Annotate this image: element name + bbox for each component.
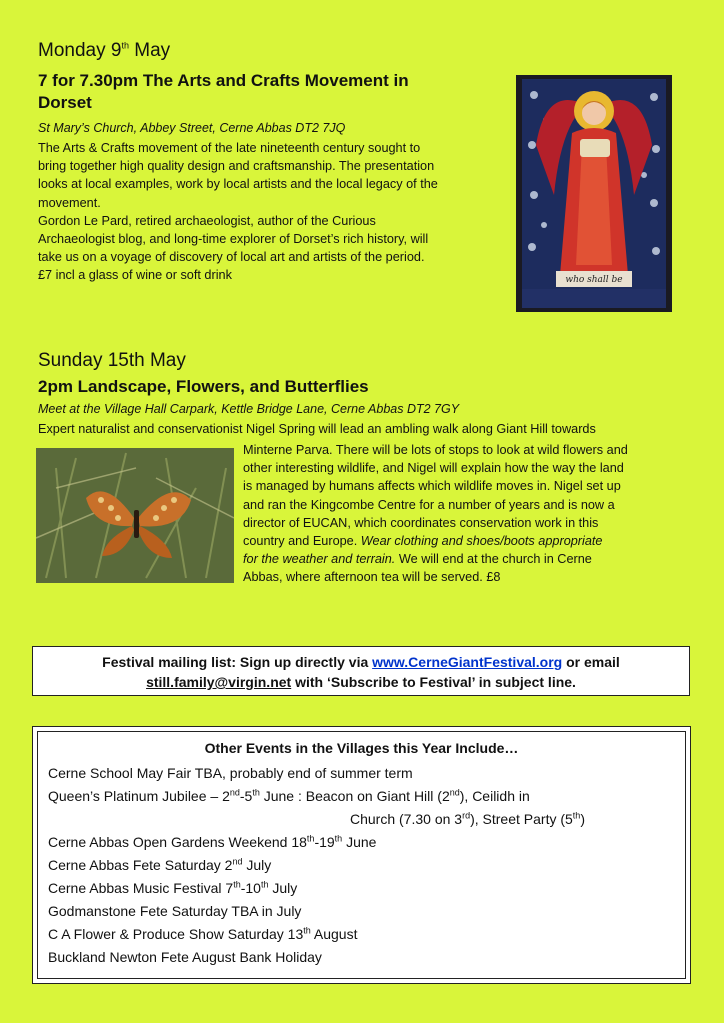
event1-description: The Arts & Crafts movement of the late nineteenth century sought to bring together high quality design and craftsmanship. The presentation looks at local examples, work by local artists and the local legacy of the movement. Gordon Le Pard, retired archaeologist, author of the Curious Archaeologist blog, and long-time explorer of Dorset’s rich history, will take us on a voyage of discovery of local art and artists of the period. £7 incl a glass of wine or soft drink: [38, 141, 438, 283]
other-events-list: [48, 762, 677, 969]
stained-glass-angel-image: [516, 75, 672, 312]
event1-title: 7 for 7.30pm The Arts and Crafts Movement in Dorset: [38, 71, 409, 112]
list-item: Queen’s Platinum Jubilee – 2nd-5th June : Beacon on Giant Hill (2nd), Ceilidh in: [48, 787, 530, 804]
list-item: Church (7.30 on 3rd), Street Party (5th): [350, 810, 585, 827]
event2-venue: Meet at the Village Hall Carpark, Kettle Bridge Lane, Cerne Abbas DT2 7GY: [38, 402, 460, 416]
event2-date: Sunday 15th May: [38, 350, 186, 371]
festival-email-link[interactable]: still.family@virgin.net: [146, 674, 292, 690]
list-item: Godmanstone Fete Saturday TBA in July: [48, 903, 302, 919]
window-scroll-text: who shall be: [565, 275, 623, 285]
event1-date: Monday 9th May: [38, 40, 171, 61]
list-item: Buckland Newton Fete August Bank Holiday: [48, 949, 322, 965]
list-item: Cerne Abbas Music Festival 7th-10th July: [48, 879, 298, 896]
list-item: Cerne Abbas Fete Saturday 2nd July: [48, 856, 272, 873]
festival-website-link[interactable]: www.CerneGiantFestival.org: [372, 654, 563, 670]
other-events-box: [32, 726, 691, 984]
list-item: Cerne Abbas Open Gardens Weekend 18th-19th June: [48, 833, 377, 850]
butterfly-photo: [36, 448, 234, 583]
event2-description: Minterne Parva. There will be lots of stops to look at wild flowers and other interesting wildlife, and Nigel will explain how the way the land is managed by humans affects which wildlife moves in. Nigel set up and ran the Kingcombe Centre for a number of years and is now a director of EUCAN, which coordinates conservation work in this country and Europe. Wear clothing and shoes/boots appropriate for the weather and terrain. We will end at the church in Cerne Abbas, where afternoon tea will be served. £8: [243, 443, 628, 585]
list-item: Cerne School May Fair TBA, probably end of summer term: [48, 765, 413, 781]
list-item: C A Flower & Produce Show Saturday 13th August: [48, 925, 358, 942]
event2-description-line1: Expert naturalist and conservationist Nigel Spring will lead an ambling walk along Giant Hill towards: [38, 422, 596, 436]
mailing-list-box: Festival mailing list: Sign up directly via www.CerneGiantFestival.org or email still.family@virgin.net with ‘Subscribe to Festival’ in subject line.: [32, 646, 690, 696]
other-events-heading: Other Events in the Villages this Year Include…: [204, 740, 519, 756]
event1-venue: St Mary’s Church, Abbey Street, Cerne Abbas DT2 7JQ: [38, 121, 346, 135]
event2-title: 2pm Landscape, Flowers, and Butterflies: [38, 377, 369, 396]
